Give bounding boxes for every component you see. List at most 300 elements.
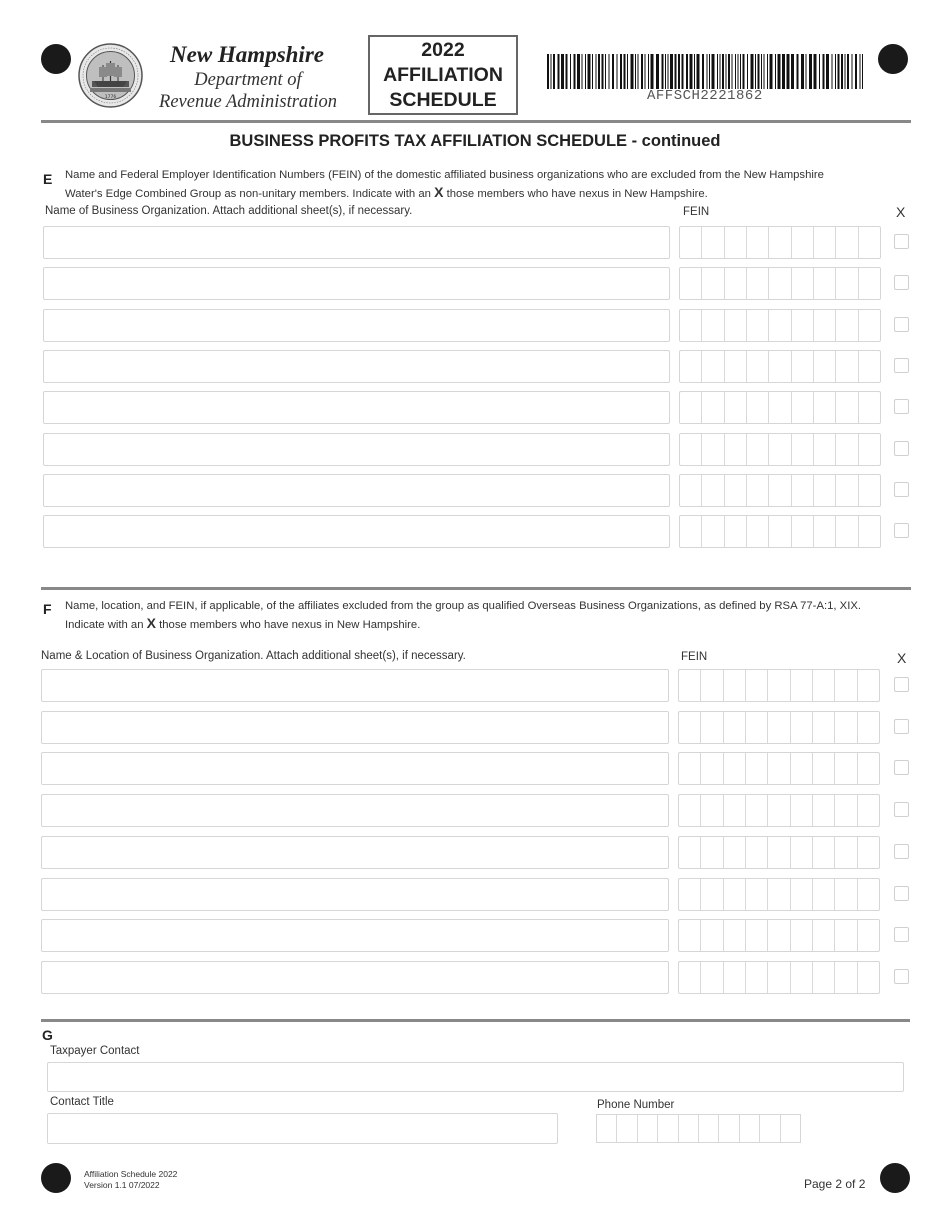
barcode-bar <box>694 54 695 89</box>
barcode-bar <box>582 54 583 89</box>
fein-digit-cell[interactable] <box>679 920 701 951</box>
fein-digit-cell[interactable] <box>679 670 701 701</box>
section-f-instruction-x: X <box>146 615 156 631</box>
fein-digit-cell[interactable] <box>746 670 768 701</box>
fein-digit-cell[interactable] <box>680 434 702 465</box>
fein-digit-cell[interactable] <box>724 879 746 910</box>
section-f-nexus-checkbox[interactable] <box>894 844 909 859</box>
fein-digit-cell[interactable] <box>702 392 724 423</box>
fein-digit-cell[interactable] <box>813 962 835 993</box>
fein-digit-cell[interactable] <box>813 670 835 701</box>
fein-digit-cell[interactable] <box>791 712 813 743</box>
section-f-instruction-line-1: Name, location, and FEIN, if applicable, of the affiliates excluded from the group as qualified Overseas Business Organizations, as defined by RSA 77-A:1, XIX. <box>65 600 862 612</box>
fein-digit-cell[interactable] <box>701 753 723 784</box>
section-e-fein-input[interactable] <box>679 515 881 548</box>
phone-digit[interactable] <box>760 1115 780 1142</box>
department-line-2: Revenue Administration <box>159 92 337 112</box>
section-e-fein-input[interactable] <box>679 433 881 466</box>
fein-digit-cell[interactable] <box>769 268 791 299</box>
fein-digit-cell[interactable] <box>701 879 723 910</box>
fein-digit-cell[interactable] <box>701 670 723 701</box>
form-barcode <box>547 54 867 89</box>
fein-digit-cell[interactable] <box>768 920 790 951</box>
section-e-name-column-label: Name of Business Organization. Attach additional sheet(s), if necessary. <box>45 205 413 217</box>
fein-digit-cell[interactable] <box>724 670 746 701</box>
registration-mark-top-right <box>878 44 908 74</box>
barcode-bar <box>690 54 693 89</box>
section-g-divider <box>41 1019 910 1022</box>
section-e-fein-column-label: FEIN <box>683 206 710 218</box>
fein-digit-cell[interactable] <box>724 753 746 784</box>
section-e-organization-name-input[interactable] <box>43 226 670 259</box>
fein-digit-cell[interactable] <box>679 712 701 743</box>
fein-digit-cell[interactable] <box>859 434 880 465</box>
fein-digit-cell[interactable] <box>769 351 791 382</box>
fein-digit-cell[interactable] <box>679 795 701 826</box>
fein-digit-cell[interactable] <box>858 670 879 701</box>
header-divider <box>41 120 911 123</box>
fein-digit-cell[interactable] <box>836 227 858 258</box>
section-f-fein-input[interactable] <box>678 669 880 702</box>
barcode-bar <box>862 54 863 89</box>
barcode-bar <box>806 54 807 89</box>
section-e-organization-name-input[interactable] <box>43 309 670 342</box>
section-f-nexus-checkbox[interactable] <box>894 802 909 817</box>
fein-digit-cell[interactable] <box>746 795 768 826</box>
fein-digit-cell[interactable] <box>725 268 747 299</box>
barcode-bar <box>778 54 781 89</box>
section-f-organization-name-input[interactable] <box>41 794 669 827</box>
fein-digit-cell[interactable] <box>835 837 857 868</box>
fein-digit-cell[interactable] <box>701 920 723 951</box>
section-e-fein-input[interactable] <box>679 309 881 342</box>
section-e-instruction-line-1: Name and Federal Employer Identification Numbers (FEIN) of the domestic affiliated business organizations who are excluded from the New Hampshire <box>65 169 824 181</box>
fein-digit-cell[interactable] <box>813 837 835 868</box>
fein-digit-cell[interactable] <box>791 670 813 701</box>
fein-digit-cell[interactable] <box>768 712 790 743</box>
barcode-bar <box>770 54 773 89</box>
fein-digit-cell[interactable] <box>792 310 814 341</box>
fein-digit-cell[interactable] <box>725 392 747 423</box>
form-year: 2022 <box>421 39 465 61</box>
barcode-bar <box>596 54 597 89</box>
fein-digit-cell[interactable] <box>746 712 768 743</box>
fein-digit-cell[interactable] <box>702 351 724 382</box>
section-e-nexus-checkbox[interactable] <box>894 482 909 497</box>
fein-digit-cell[interactable] <box>813 712 835 743</box>
fein-digit-cell[interactable] <box>725 227 747 258</box>
barcode-bar <box>801 54 804 89</box>
svg-text:1776: 1776 <box>104 95 117 100</box>
fein-digit-cell[interactable] <box>702 516 724 547</box>
fein-digit-cell[interactable] <box>747 351 769 382</box>
section-e-nexus-checkbox[interactable] <box>894 358 909 373</box>
section-e-instruction-line-2-end: those members who have nexus in New Hampshire. <box>446 188 708 200</box>
fein-digit-cell[interactable] <box>746 920 768 951</box>
section-f-fein-input[interactable] <box>678 919 880 952</box>
barcode-bar <box>574 54 576 89</box>
fein-digit-cell[interactable] <box>792 392 814 423</box>
fein-digit-cell[interactable] <box>747 227 769 258</box>
section-e-fein-input[interactable] <box>679 267 881 300</box>
fein-digit-cell[interactable] <box>858 879 879 910</box>
barcode-bar <box>775 54 776 89</box>
barcode-bar <box>738 54 739 89</box>
barcode-bar <box>602 54 604 89</box>
fein-digit-cell[interactable] <box>792 268 814 299</box>
section-f-organization-name-input[interactable] <box>41 836 669 869</box>
section-f-fein-input[interactable] <box>678 836 880 869</box>
fein-digit-cell[interactable] <box>746 753 768 784</box>
fein-digit-cell[interactable] <box>725 351 747 382</box>
section-e-organization-name-input[interactable] <box>43 267 670 300</box>
fein-digit-cell[interactable] <box>747 392 769 423</box>
section-f-nexus-checkbox[interactable] <box>894 677 909 692</box>
barcode-bar <box>558 54 560 89</box>
barcode-bar <box>845 54 846 89</box>
barcode-bar <box>782 54 785 89</box>
fein-digit-cell[interactable] <box>835 712 857 743</box>
fein-digit-cell[interactable] <box>791 753 813 784</box>
section-f-nexus-checkbox[interactable] <box>894 886 909 901</box>
fein-digit-cell[interactable] <box>680 392 702 423</box>
section-e-nexus-checkbox[interactable] <box>894 399 909 414</box>
fein-digit-cell[interactable] <box>680 310 702 341</box>
fein-digit-cell[interactable] <box>792 351 814 382</box>
barcode-bar <box>847 54 849 89</box>
section-e-nexus-checkbox[interactable] <box>894 523 909 538</box>
section-e-fein-input[interactable] <box>679 474 881 507</box>
section-f-organization-name-input[interactable] <box>41 669 669 702</box>
section-e-fein-input[interactable] <box>679 350 881 383</box>
barcode-bar <box>740 54 741 89</box>
barcode-bar <box>814 54 817 89</box>
section-e-fein-input[interactable] <box>679 391 881 424</box>
contact-title-input[interactable] <box>47 1113 558 1144</box>
barcode-bar <box>620 54 622 89</box>
phone-digit[interactable] <box>597 1115 617 1142</box>
fein-digit-cell[interactable] <box>702 434 724 465</box>
fein-digit-cell[interactable] <box>814 392 836 423</box>
section-f-fein-input[interactable] <box>678 752 880 785</box>
taxpayer-contact-input[interactable] <box>47 1062 904 1092</box>
barcode-bar <box>670 54 673 89</box>
fein-digit-cell[interactable] <box>769 392 791 423</box>
fein-digit-cell[interactable] <box>814 227 836 258</box>
barcode-bar <box>767 54 768 89</box>
department-line-1: Department of <box>194 70 302 90</box>
fein-digit-cell[interactable] <box>680 475 702 506</box>
registration-mark-bottom-right <box>880 1163 910 1193</box>
fein-digit-cell[interactable] <box>835 920 857 951</box>
fein-digit-cell[interactable] <box>836 434 858 465</box>
section-f-instruction-line-2-start: Indicate with an <box>65 619 144 631</box>
fein-digit-cell[interactable] <box>725 434 747 465</box>
page-heading: BUSINESS PROFITS TAX AFFILIATION SCHEDULE - continued <box>229 132 721 150</box>
registration-mark-top-left <box>41 44 71 74</box>
barcode-bar <box>678 54 680 89</box>
fein-digit-cell[interactable] <box>835 670 857 701</box>
fein-digit-cell[interactable] <box>725 516 747 547</box>
fein-digit-cell[interactable] <box>746 962 768 993</box>
fein-digit-cell[interactable] <box>746 879 768 910</box>
fein-digit-cell[interactable] <box>813 753 835 784</box>
fein-digit-cell[interactable] <box>858 837 879 868</box>
fein-digit-cell[interactable] <box>701 795 723 826</box>
barcode-bar <box>758 54 760 89</box>
fein-digit-cell[interactable] <box>701 837 723 868</box>
fein-digit-cell[interactable] <box>791 879 813 910</box>
fein-digit-cell[interactable] <box>791 837 813 868</box>
fein-digit-cell[interactable] <box>768 879 790 910</box>
phone-number-label: Phone Number <box>597 1099 675 1111</box>
fein-digit-cell[interactable] <box>724 712 746 743</box>
fein-digit-cell[interactable] <box>791 795 813 826</box>
fein-digit-cell[interactable] <box>858 962 879 993</box>
fein-digit-cell[interactable] <box>747 268 769 299</box>
section-f-fein-input[interactable] <box>678 961 880 994</box>
fein-digit-cell[interactable] <box>702 310 724 341</box>
fein-digit-cell[interactable] <box>680 516 702 547</box>
form-title-line-1: AFFILIATION <box>383 64 503 86</box>
fein-digit-cell[interactable] <box>836 268 858 299</box>
barcode-bar <box>755 54 756 89</box>
fein-digit-cell[interactable] <box>769 516 791 547</box>
fein-digit-cell[interactable] <box>792 227 814 258</box>
fein-digit-cell[interactable] <box>813 795 835 826</box>
fein-digit-cell[interactable] <box>858 795 879 826</box>
contact-title-label: Contact Title <box>50 1096 114 1108</box>
section-e-fein-input[interactable] <box>679 226 881 259</box>
footer-form-name: Affiliation Schedule 2022 <box>84 1169 178 1179</box>
section-f-instruction-line-2-end: those members who have nexus in New Hampshire. <box>159 619 421 631</box>
section-f-nexus-checkbox[interactable] <box>894 969 909 984</box>
fein-digit-cell[interactable] <box>836 392 858 423</box>
barcode-bar <box>838 54 840 89</box>
barcode-bar <box>645 54 646 89</box>
fein-digit-cell[interactable] <box>836 310 858 341</box>
section-f-nexus-checkbox[interactable] <box>894 927 909 942</box>
barcode-bar <box>570 54 571 89</box>
page-number: Page 2 of 2 <box>804 1177 866 1191</box>
fein-digit-cell[interactable] <box>768 753 790 784</box>
fein-digit-cell[interactable] <box>702 475 724 506</box>
phone-digit[interactable] <box>679 1115 699 1142</box>
section-f-fein-input[interactable] <box>678 794 880 827</box>
taxpayer-contact-label: Taxpayer Contact <box>50 1045 140 1057</box>
phone-digit[interactable] <box>699 1115 719 1142</box>
fein-digit-cell[interactable] <box>792 434 814 465</box>
fein-digit-cell[interactable] <box>725 310 747 341</box>
barcode-bar <box>732 54 733 89</box>
fein-digit-cell[interactable] <box>859 310 880 341</box>
barcode-bar <box>598 54 600 89</box>
section-e-organization-name-input[interactable] <box>43 391 670 424</box>
fein-digit-cell[interactable] <box>791 962 813 993</box>
fein-digit-cell[interactable] <box>724 920 746 951</box>
barcode-bar <box>743 54 745 89</box>
fein-digit-cell[interactable] <box>859 227 880 258</box>
barcode-bar <box>709 54 710 89</box>
fein-digit-cell[interactable] <box>724 795 746 826</box>
footer-version: Version 1.1 07/2022 <box>84 1180 160 1190</box>
fein-digit-cell[interactable] <box>747 475 769 506</box>
barcode-bar <box>697 54 700 89</box>
fein-digit-cell[interactable] <box>747 310 769 341</box>
fein-digit-cell[interactable] <box>859 475 880 506</box>
barcode-bar <box>638 54 639 89</box>
barcode-bar <box>617 54 618 89</box>
barcode-bar <box>612 54 614 89</box>
barcode-bar <box>547 54 549 89</box>
fein-digit-cell[interactable] <box>859 516 880 547</box>
form-title-box <box>368 35 518 115</box>
barcode-bar <box>577 54 580 89</box>
section-e-nexus-checkbox[interactable] <box>894 275 909 290</box>
fein-digit-cell[interactable] <box>679 753 701 784</box>
section-e-nexus-checkbox[interactable] <box>894 441 909 456</box>
barcode-bar <box>631 54 634 89</box>
section-f-fein-input[interactable] <box>678 878 880 911</box>
fein-digit-cell[interactable] <box>680 227 702 258</box>
phone-digit[interactable] <box>781 1115 800 1142</box>
barcode-bar <box>826 54 829 89</box>
phone-digit[interactable] <box>740 1115 760 1142</box>
barcode-bar <box>624 54 626 89</box>
fein-digit-cell[interactable] <box>679 962 701 993</box>
barcode-bar <box>809 54 812 89</box>
barcode-bar <box>722 54 724 89</box>
fein-digit-cell[interactable] <box>680 268 702 299</box>
fein-digit-cell[interactable] <box>836 516 858 547</box>
section-e-organization-name-input[interactable] <box>43 474 670 507</box>
section-e-organization-name-input[interactable] <box>43 433 670 466</box>
fein-digit-cell[interactable] <box>679 837 701 868</box>
fein-digit-cell[interactable] <box>859 392 880 423</box>
fein-digit-cell[interactable] <box>814 475 836 506</box>
barcode-bar <box>819 54 820 89</box>
fein-digit-cell[interactable] <box>724 837 746 868</box>
fein-digit-cell[interactable] <box>835 795 857 826</box>
phone-number-input[interactable] <box>596 1114 801 1143</box>
barcode-bar <box>675 54 677 89</box>
fein-digit-cell[interactable] <box>725 475 747 506</box>
section-e-organization-name-input[interactable] <box>43 350 670 383</box>
barcode-bar <box>566 54 568 89</box>
fein-digit-cell[interactable] <box>814 516 836 547</box>
state-name: New Hampshire <box>170 42 324 67</box>
phone-digit[interactable] <box>719 1115 739 1142</box>
fein-digit-cell[interactable] <box>814 268 836 299</box>
fein-digit-cell[interactable] <box>814 310 836 341</box>
fein-digit-cell[interactable] <box>769 434 791 465</box>
barcode-bar <box>635 54 636 89</box>
fein-digit-cell[interactable] <box>792 475 814 506</box>
section-f-nexus-checkbox[interactable] <box>894 760 909 775</box>
fein-digit-cell[interactable] <box>769 227 791 258</box>
fein-digit-cell[interactable] <box>835 753 857 784</box>
fein-digit-cell[interactable] <box>769 475 791 506</box>
fein-digit-cell[interactable] <box>858 920 879 951</box>
fein-digit-cell[interactable] <box>858 753 879 784</box>
section-f-organization-name-input[interactable] <box>41 961 669 994</box>
section-f-organization-name-input[interactable] <box>41 919 669 952</box>
fein-digit-cell[interactable] <box>701 962 723 993</box>
section-e-organization-name-input[interactable] <box>43 515 670 548</box>
fein-digit-cell[interactable] <box>836 351 858 382</box>
fein-digit-cell[interactable] <box>724 962 746 993</box>
barcode-bar <box>797 54 799 89</box>
phone-digit[interactable] <box>638 1115 658 1142</box>
section-e-nexus-checkbox[interactable] <box>894 317 909 332</box>
fein-digit-cell[interactable] <box>768 837 790 868</box>
barcode-bar <box>609 54 610 89</box>
fein-digit-cell[interactable] <box>814 351 836 382</box>
fein-digit-cell[interactable] <box>769 310 791 341</box>
fein-digit-cell[interactable] <box>679 879 701 910</box>
section-f-nexus-checkbox[interactable] <box>894 719 909 734</box>
fein-digit-cell[interactable] <box>747 434 769 465</box>
barcode-bar <box>787 54 790 89</box>
barcode-bar <box>682 54 684 89</box>
fein-digit-cell[interactable] <box>792 516 814 547</box>
fein-digit-cell[interactable] <box>859 268 880 299</box>
fein-digit-cell[interactable] <box>835 962 857 993</box>
barcode-bar <box>585 54 586 89</box>
fein-digit-cell[interactable] <box>768 795 790 826</box>
phone-digit[interactable] <box>617 1115 637 1142</box>
fein-digit-cell[interactable] <box>746 837 768 868</box>
barcode-bar <box>823 54 825 89</box>
section-f-name-column-label: Name & Location of Business Organization. Attach additional sheet(s), if necessary. <box>41 650 466 662</box>
fein-digit-cell[interactable] <box>701 712 723 743</box>
fein-digit-cell[interactable] <box>859 351 880 382</box>
fein-digit-cell[interactable] <box>680 351 702 382</box>
fein-digit-cell[interactable] <box>835 879 857 910</box>
fein-digit-cell[interactable] <box>813 920 835 951</box>
fein-digit-cell[interactable] <box>836 475 858 506</box>
fein-digit-cell[interactable] <box>768 670 790 701</box>
barcode-bar <box>855 54 857 89</box>
fein-digit-cell[interactable] <box>702 227 724 258</box>
section-f-organization-name-input[interactable] <box>41 752 669 785</box>
fein-digit-cell[interactable] <box>813 879 835 910</box>
fein-digit-cell[interactable] <box>814 434 836 465</box>
barcode-bar <box>656 54 659 89</box>
section-e-nexus-checkbox[interactable] <box>894 234 909 249</box>
barcode-bar <box>592 54 593 89</box>
barcode-bar <box>551 54 552 89</box>
section-f-organization-name-input[interactable] <box>41 878 669 911</box>
footer-form-info <box>84 1169 177 1191</box>
phone-digit[interactable] <box>658 1115 678 1142</box>
fein-digit-cell[interactable] <box>858 712 879 743</box>
barcode-bar <box>627 54 628 89</box>
registration-mark-bottom-left <box>41 1163 71 1193</box>
section-f-fein-input[interactable] <box>678 711 880 744</box>
barcode-bar <box>686 54 688 89</box>
section-f-organization-name-input[interactable] <box>41 711 669 744</box>
section-e-x-column-label: X <box>896 204 906 220</box>
fein-digit-cell[interactable] <box>791 920 813 951</box>
fein-digit-cell[interactable] <box>747 516 769 547</box>
barcode-bar <box>561 54 564 89</box>
barcode-bar <box>852 54 853 89</box>
state-seal-icon <box>78 43 143 108</box>
fein-digit-cell[interactable] <box>768 962 790 993</box>
fein-digit-cell[interactable] <box>702 268 724 299</box>
section-f-fein-column-label: FEIN <box>681 651 708 663</box>
